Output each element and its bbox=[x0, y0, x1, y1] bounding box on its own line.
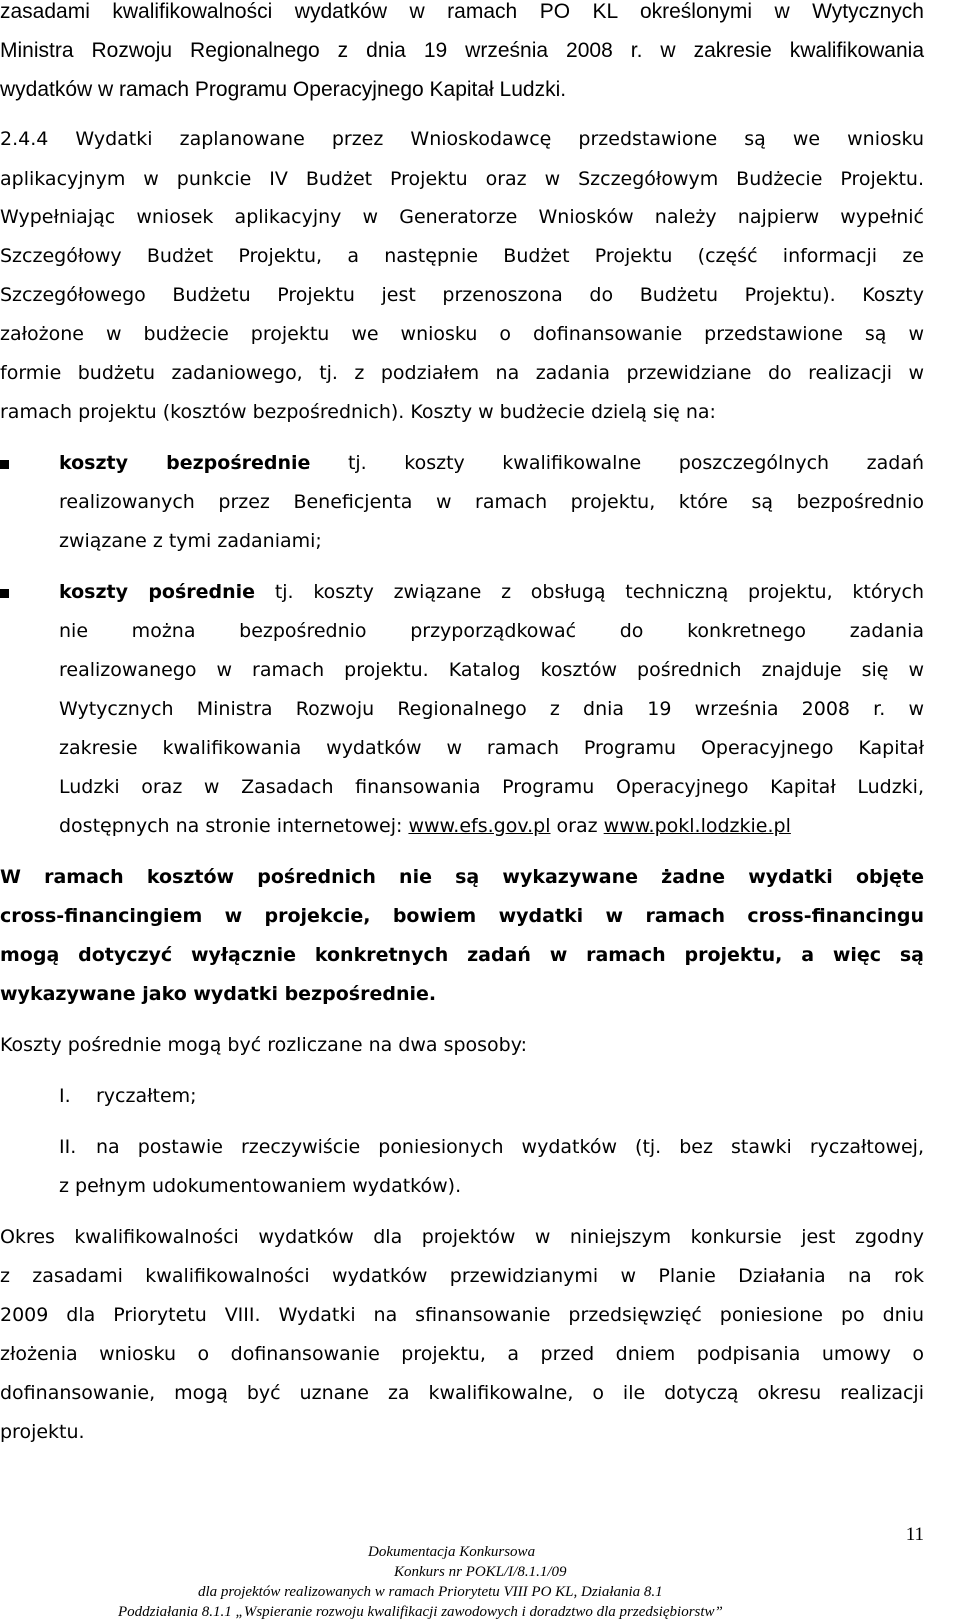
text-line: realizowanego w ramach projektu. Katalog kosztów pośrednich znajduje się w bbox=[59, 659, 924, 681]
text-line: Okres kwalifikowalności wydatków dla projektów w niniejszym konkursie jest zgodny bbox=[0, 1226, 924, 1248]
text-line: koszty pośrednie tj. koszty związane z obsługą techniczną projektu, których bbox=[59, 581, 925, 603]
text-line: aplikacyjnym w punkcie IV Budżet Projektu oraz w Szczegółowym Budżecie Projektu. bbox=[0, 168, 924, 190]
text-line: złożenia wniosku o dofinansowanie projektu, a przed dniem podpisania umowy o bbox=[0, 1343, 924, 1365]
link-efs-gov-pl[interactable]: www.efs.gov.pl bbox=[408, 815, 551, 837]
text-line: z zasadami kwalifikowalności wydatków przewidzianymi w Planie Działania na rok bbox=[0, 1265, 924, 1287]
text-line: związane z tymi zadaniami; bbox=[59, 530, 322, 552]
text-line: wykazywane jako wydatki bezpośrednie. bbox=[0, 983, 437, 1005]
text-line: Ministra Rozwoju Regionalnego z dnia 19 września 2008 r. w zakresie kwalifikowania bbox=[0, 39, 924, 62]
footer-line: dla projektów realizowanych w ramach Priorytetu VIII PO KL, Działania 8.1 bbox=[198, 1584, 663, 1600]
text-line: ramach projektu (kosztów bezpośrednich). Koszty w budżecie dzielą się na: bbox=[0, 401, 716, 423]
text-line: Koszty pośrednie mogą być rozliczane na dwa sposoby: bbox=[0, 1034, 528, 1056]
list-number: II. bbox=[59, 1136, 77, 1158]
text-line: założone w budżecie projektu we wniosku o dofinansowanie przedstawione są w bbox=[0, 323, 924, 345]
footer-line: Dokumentacja Konkursowa bbox=[368, 1544, 536, 1560]
text-line: 2009 dla Priorytetu VIII. Wydatki na sfinansowanie przedsięwzięć poniesione po dniu bbox=[0, 1304, 924, 1326]
text-line: nie można bezpośrednio przyporządkować do konkretnego zadania bbox=[59, 620, 924, 642]
text-line: projektu. bbox=[0, 1421, 85, 1443]
text-line: zasadami kwalifikowalności wydatków w ramach PO KL określonymi w Wytycznych bbox=[0, 0, 924, 23]
text-line: zakresie kwalifikowania wydatków w ramach Programu Operacyjnego Kapitał bbox=[59, 737, 924, 759]
text-line: cross-financingiem w projekcie, bowiem wydatki w ramach cross-financingu bbox=[0, 905, 924, 927]
page-number: 11 bbox=[905, 1524, 924, 1545]
text-line: Szczegółowy Budżet Projektu, a następnie Budżet Projektu (część informacji ze bbox=[0, 245, 924, 267]
text-line: Wypełniając wniosek aplikacyjny w Generatorze Wniosków należy najpierw wypełnić bbox=[0, 206, 924, 228]
text-line: Ludzki oraz w Zasadach finansowania Programu Operacyjnego Kapitał Ludzki, bbox=[59, 776, 924, 798]
footer-line: Konkurs nr POKL/I/8.1.1/09 bbox=[394, 1564, 567, 1580]
text-line: Szczegółowego Budżetu Projektu jest przenoszona do Budżetu Projektu). Koszty bbox=[0, 284, 924, 306]
link-pokl-lodzkie-pl[interactable]: www.pokl.lodzkie.pl bbox=[603, 815, 791, 837]
text-line: dofinansowanie, mogą być uznane za kwalifikowalne, o ile dotyczą okresu realizacji bbox=[0, 1382, 924, 1404]
list-item-text: ryczałtem; bbox=[96, 1085, 197, 1107]
square-bullet-icon bbox=[0, 460, 9, 469]
text-line: Wytycznych Ministra Rozwoju Regionalnego z dnia 19 września 2008 r. w bbox=[59, 698, 924, 720]
term-indirect-costs: koszty pośrednie bbox=[59, 581, 256, 603]
text-line: wydatków w ramach Programu Operacyjnego Kapitał Ludzki. bbox=[0, 78, 567, 101]
text-line: formie budżetu zadaniowego, tj. z podziałem na zadania przewidziane do realizacji w bbox=[0, 362, 924, 384]
text-line: mogą dotyczyć wyłącznie konkretnych zadań w ramach projektu, a więc są bbox=[0, 944, 924, 966]
term-direct-costs: koszty bezpośrednie bbox=[59, 452, 311, 474]
square-bullet-icon bbox=[0, 589, 9, 598]
text-line: W ramach kosztów pośrednich nie są wykazywane żadne wydatki objęte bbox=[0, 866, 924, 888]
footer-line: Poddziałania 8.1.1 „Wspieranie rozwoju kwalifikacji zawodowych i doradztwo dla przedsiębiorstw” bbox=[118, 1604, 723, 1620]
text-line: koszty bezpośrednie tj. koszty kwalifikowalne poszczególnych zadań bbox=[59, 452, 924, 474]
list-item-text: z pełnym udokumentowaniem wydatków). bbox=[59, 1175, 462, 1197]
text-line: realizowanych przez Beneficjenta w ramach projektu, które są bezpośrednio bbox=[59, 491, 924, 513]
text-line: 2.4.4 Wydatki zaplanowane przez Wnioskodawcę przedstawione są we wniosku bbox=[0, 128, 924, 150]
list-item-text: na postawie rzeczywiście poniesionych wydatków (tj. bez stawki ryczałtowej, bbox=[96, 1136, 924, 1158]
text-line: dostępnych na stronie internetowej: www.efs.gov.pl oraz www.pokl.lodzkie.pl bbox=[59, 815, 791, 837]
list-number: I. bbox=[59, 1085, 71, 1107]
